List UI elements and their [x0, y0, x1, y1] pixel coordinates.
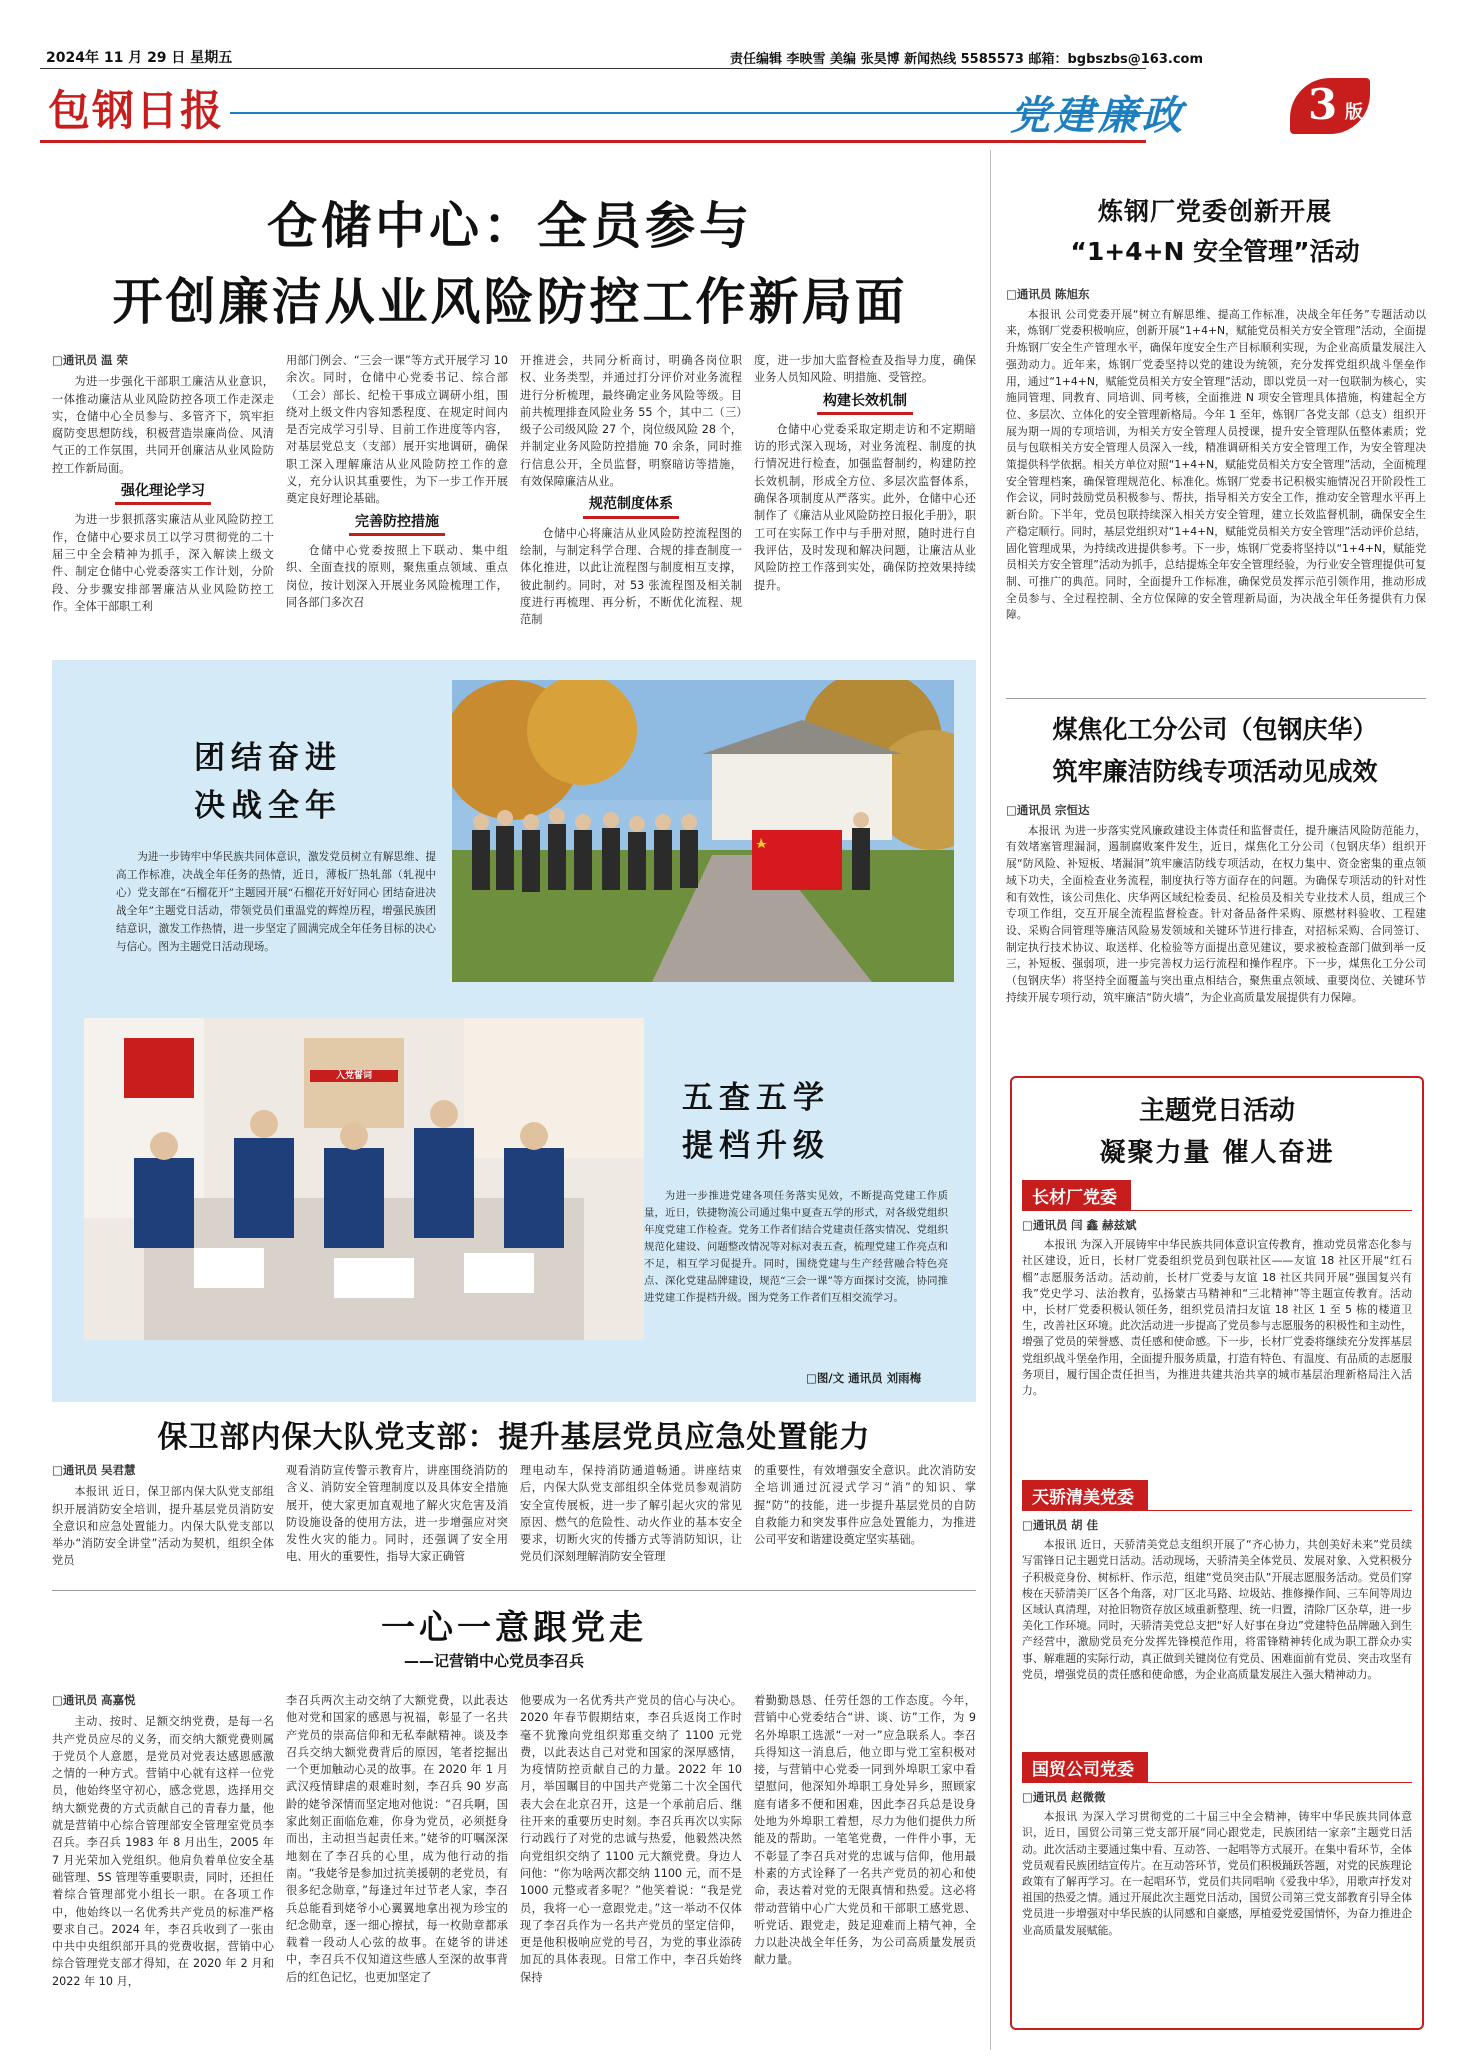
- yixin-col4: 着勤勤恳恳、任劳任怨的工作态度。今年，营销中心党委结合“讲、谈、访”工作，为 9 名外埠职工选派“一对一”应急联系人。李召兵得知这一消息后，他立即与党工室积极对接，与营销中心党委一同到外埠职工家中看望慰问，他深知外埠职工身处异乡，照顾家庭有诸多不便和困难，因此李召兵总是设身处地为外埠职工着想，尽力为他们提供力所能及的帮助。一笔笔党费，一件件小事，无不彰显了李召兵对党的忠诚与信仰，他用最朴素的方式诠释了一名共产党员的初心和使命，表达着对党的无限真情和热爱。这必将带动营销中心广大党员和干部职工感党恩、听党话、跟党走，鼓足迎难而上精气神，全力以赴决战全年任务，为公司高质量发展贡献力量。: [754, 1694, 976, 1967]
- baowei-title: 保卫部内保大队党支部：提升基层党员应急处置能力: [157, 1420, 871, 1455]
- photo-indoor-meeting: [84, 1018, 644, 1340]
- zhuti-title-line2: 凝聚力量 催人奋进: [1099, 1138, 1335, 1168]
- page-suffix: 版: [1345, 102, 1363, 123]
- yixin-title: 一心一意跟党走: [381, 1608, 647, 1648]
- zhuti-sec3-byline: 赵微微: [1071, 1790, 1106, 1804]
- baowei-divider: [52, 1590, 976, 1591]
- yixin-byline: 高嘉悦: [101, 1693, 136, 1707]
- meijiao-title-line2: 筑牢廉洁防线专项活动见成效: [1052, 757, 1378, 786]
- zhuti-sec1-byline: 闫 鑫 赫兹斌: [1071, 1218, 1137, 1232]
- lianggang-title-line2: “1+4+N 安全管理”活动: [1070, 237, 1360, 266]
- zhuti-sec2-byline: 胡 佳: [1071, 1518, 1099, 1532]
- zhuti-sec3: 国贸公司党委 □通讯员 赵微微 本报讯 为深入学习贯彻党的二十届三中全会精神，铸牢中华民族共同体意识，近日，国贸公司第三党支部开展“同心跟党走，民族团结一家亲”主题党日活动。此次活动主要通过集中看、互动答、一起唱等方式展开。在集中看环节，全体党员观看民族团结宣传片。在互动答环节，党员们积极踊跃答题，对党的民族理论政策有了解再学习。在一起唱环节，党员们共同唱响《爱我中华》，用歌声抒发对祖国的热爱之情。通过开展此次主题党日活动，国贸公司第三党支部教育引导全体党员进一步增强对中华民族的认同感和自豪感，厚植爱党爱国情怀，为奋力推进企业高质量发展赋能。: [1022, 1752, 1412, 1939]
- lianggang-divider: [1006, 698, 1426, 699]
- caption2-title-line1: 五查五学: [682, 1080, 830, 1116]
- meijiao-body: □通讯员 宗恒达 本报讯 为进一步落实党风廉政建设主体责任和监督责任，提升廉洁风险防范能力，有效堵塞管理漏洞，遏制腐败案件发生，近日，煤焦化工分公司（包钢庆华）组织开展“防风险、补短板、堵漏洞”筑牢廉洁防线专项活动，在权力集中、资金密集的重点领域下功夫，全面检查业务流程，制度执行等方面存在的问题。为确保专项活动的针对性和有效性，该公司焦化、庆华两区域纪检委员、纪检员及相关专业技术人员，组成三个专项工作组，交互开展全流程监督检查。针对备品备件采购、原燃材料验收、工程建设、采购合同管理等廉洁风险易发领域和关键环节进行排查，对招标采购、合同签订、制定执行技术协议、取送样、化检验等方面提出意见建议，要求被检查部门做到举一反三，补短板、强弱项，进一步完善权力运行流程和操作程序。下一步，煤焦化工分公司（包钢庆华）将坚持全面覆盖与突出重点相结合，聚焦重点领域、重要岗位、关键环节持续开展专项行动，筑牢廉洁“防火墙”，为企业高质量发展提供有力保障。: [1006, 803, 1426, 1004]
- lead-subhead-4: 构建长效机制: [817, 393, 913, 415]
- caption2-title-line2: 提档升级: [682, 1128, 830, 1164]
- baowei-byline: 吴君慧: [101, 1463, 136, 1477]
- lianggang-body: □通讯员 陈旭东 本报讯 公司党委开展“树立有解思维、提高工作标准，决战全年任务”专题活动以来，炼钢厂党委积极响应，创新开展“1+4+N，赋能党员相关方安全管理”活动，全面提升炼钢厂安全生产管理水平，确保年度安全生产目标顺利实现，为企业高质量发展注入强劲动力。近年来，炼钢厂党委坚持以党的建设为统领，充分发挥党组织战斗堡垒作用，通过“1+4+N，赋能党员相关方安全管理”活动，即以党员一对一包联制为核心，实施同管理、同教育、同培训、同考核，全面推进 N 项安全管理具体措施，构建起全方位、多层次、立体化的安全管理新格局。今年 1 至年，炼钢厂各党支部（总支）组织开展为期一周的专项培训，为相关方安全管理人员授课，提升安全管理队伍整体素质；党员与包联相关方安全管理人员深入一线，精准调研相关方安全管理工作，为安全管理决策提供科学依据。相关方单位对照“1+4+N，赋能党员相关方安全管理”活动，全面梳理安全管理档案，确保管理规范化、标准化。炼钢厂党委书记积极实施情况召开阶段性工作会议，同时鼓励党员积极参与、帮扶，指导相关方安全工作，推动安全管理水平再上新台阶。下半年，党员包联持续深入相关方安全管理，建立长效监督机制，确保安全生产稳定顺行。同时，基层党组织对“1+4+N，赋能党员相关方安全管理”活动评价总结，固化管理成果，为持续改进提供参考。下一步，炼钢厂党委将坚持以“1+4+N，赋能党员相关方安全管理”活动为抓手，总结提炼全年安全管理经验，为行业安全管理提供可复制、可推广的典范。同时，全面提升工作标准，确保党员发挥示范引领作用，推动形成全员参与、全过程控制、全方位保障的安全管理新局面，为决战全年任务提供有力保障。: [1006, 287, 1426, 622]
- lead-col1: □通讯员 温 荣 为进一步强化干部职工廉洁从业意识，一体推动廉洁从业风险防控各项工作走深走实，仓储中心全员参与、多管齐下，筑牢拒腐防变思想防线，积极营造崇廉尚俭、风清气正的工作氛围，共同开创廉洁从业风险防控工作新局面。 强化理论学习 为进一步狠抓落实廉洁从业风险防控工作，仓储中心要求员工以学习贯彻党的二十届三中全会精神为抓手，深入解读上级文件、制定仓储中心党委落实工作计划，分阶段、分步骤安排部署廉洁从业风险防控工作。全体干部职工利: [52, 353, 274, 613]
- header-staff: 责任编辑 李映雪 美编 张昊博 新闻热线 5585573 邮箱：bgbszbs@163.com: [730, 52, 1203, 67]
- zhuti-sec1: 长材厂党委 □通讯员 闫 鑫 赫兹斌 本报讯 为深入开展铸牢中华民族共同体意识宣传教育，推动党员常态化参与社区建设，近日，长材厂党委组织党员到包联社区——友谊 18 社区开展“红石榴”志愿服务活动。活动前，长材厂党委与友谊 18 社区共同开展“强国复兴有我”党史学习、法治教育，弘扬蒙古马精神和“三北精神”等主题宣传教育。活动中，长材厂党委积极认领任务，组织党员清扫友谊 18 社区 1 至 5 栋的楼道卫生，改善社区环境。此次活动进一步提高了党员参与志愿服务的积极性和主动性，增强了党员的荣誉感、责任感和使命感。下一步，长材厂党委将继续充分发挥基层党组织战斗堡垒作用，全面提升服务质量，打造有特色、有温度、有品质的志愿服务项目，履行国企责任担当，为推进共建共治共享的城市基层治理新格局注入活力。: [1022, 1180, 1412, 1399]
- caption1-text: 为进一步铸牢中华民族共同体意识，激发党员树立有解思维、提高工作标准，决战全年任务的热情，近日，薄板厂热轧部（轧视中心）党支部在“石榴花开”主题园开展“石榴花开好好同心 团结奋进决战全年”主题党日活动，带领党员们重温党的辉煌历程，增强民族团结意识，激发工作热情，进一步坚定了圆满完成全年任务目标的决心与信心。图为主题党日活动现场。: [116, 851, 436, 953]
- meijiao-byline: 宗恒达: [1055, 803, 1090, 817]
- lead-title-line2: 开创廉洁从业风险防控工作新局面: [112, 273, 908, 331]
- yixin-subtitle: ——记营销中心党员李召兵: [404, 1652, 585, 1670]
- lead-subhead-3: 规范制度体系: [583, 496, 679, 518]
- caption2-credit: □图/文 通讯员 刘雨梅: [806, 1371, 922, 1385]
- header-rule: [40, 68, 1146, 69]
- baowei-col3: 理电动车，保持消防通道畅通。讲座结束后，内保大队党支部组织全体党员参观消防安全宣传展板，进一步了解引起火灾的常见原因、燃气的危险性、动火作业的基本安全要求，切断火灾的传播方式等消防知识，让党员们深刻理解消防安全管理: [520, 1464, 742, 1564]
- photo-banner-text: 入党誓词: [335, 1071, 372, 1081]
- zhuti-sec1-tag: 长材厂党委: [1022, 1180, 1131, 1211]
- paper-logo: 包钢日报: [48, 86, 225, 135]
- zhuti-sec3-tag: 国贸公司党委: [1022, 1752, 1148, 1783]
- lead-col4: 度，进一步加大监督检查及指导力度，确保业务人员知风险、明措施、受管控。 构建长效机制 仓储中心党委采取定期走访和不定期暗访的形式深入现场，对业务流程、制度的执行情况进行检查，加强监督制约，构建防控长效机制，形成全方位、多层次监督体系，确保各项制度从严落实。此外，仓储中心还制作了《廉洁从业风险防控日报化手册》，职工可在实际工作中与手册对照，随时进行自我评估，及时发现和解决问题，让廉洁从业风险防控工作落到实处，确保防控效果持续提升。: [754, 354, 976, 592]
- baowei-col2: 观看消防宣传警示教育片，讲座围绕消防的含义、消防安全管理制度以及具体安全措施展开，使大家更加直观地了解火灾危害及消防设施设备的使用方法，进一步增强应对突发性火灾的能力。同时，还强调了安全用电、用火的重要性，指导大家正确管: [286, 1464, 508, 1564]
- zhuti-sec2-tag: 天骄清美党委: [1022, 1480, 1148, 1511]
- column-separator: [990, 150, 991, 2050]
- header-red-rule: [40, 140, 1146, 143]
- meijiao-title-line1: 煤焦化工分公司（包钢庆华）: [1052, 715, 1378, 744]
- lead-byline: 温 荣: [101, 353, 129, 367]
- section-title: 党建廉政: [1010, 93, 1186, 139]
- caption1-title-line2: 决战全年: [194, 788, 342, 824]
- lead-subhead-2: 完善防控措施: [349, 514, 445, 536]
- baowei-col4: 的重要性，有效增强安全意识。此次消防安全培训通过沉浸式学习“消”的知识、掌握“防”的技能，进一步提升基层党员的自防自救能力和突发事件应急处置能力，为推进公司平安和谐建设奠定坚实基础。: [754, 1464, 976, 1547]
- caption1-title-line1: 团结奋进: [194, 740, 342, 776]
- yixin-col1: □通讯员 高嘉悦 主动、按时、足额交纳党费，是每一名共产党员应尽的义务，而交纳大额党费则属于党员个人意愿，是党员对党表达感恩感激之情的一种方式。营销中心就有这样一位党员，他始终坚守初心，感念党恩，选择用交纳大额党费的方式贡献自己的青春力量，他就是营销中心综合管理部安全管理室党员李召兵。李召兵 1983 年 8 月出生，2005 年 7 月光荣加入党组织。他肩负着单位安全基础管理、5S 管理等重要职责，同时，还担任着综合管理部党小组长一职。在各项工作中，他始终以一名优秀共产党员的标准严格要求自己。2024 年，李召兵收到了一张由中共中央组织部开具的党费收据，营销中心综合管理党支部才得知，在 2020 年 2 月和 2022 年 10 月，: [52, 1693, 274, 1988]
- photo-outdoor-group: [452, 680, 954, 982]
- lead-title-line1: 仓储中心：全员参与: [267, 197, 753, 255]
- zhuti-sec2: 天骄清美党委 □通讯员 胡 佳 本报讯 近日，天骄清美党总支组织开展了“齐心协力，共创美好未来”党员续写雷锋日记主题党日活动。活动现场，天骄清美全体党员、发展对象、入党积极分子积极竞身份、树标杆、作示范，组建“党员突击队”开展志愿服务活动。党员们穿梭在天骄清美厂区各个角落，对厂区北马路、垃圾站、推修操作间、三车间等周边区域认真清理，对抢旧物资存放区域重新整理、统一归置，清除厂区杂草，进一步美化工作环境。同时，天骄清美党总支把“好人好事在身边”党建特色品牌融入到生产经营中，激励党员充分发挥先锋模范作用，将雷锋精神转化成为职工群众办实事、解难题的实际行动，真正做到关键岗位有党员、困难面前有党员、突击攻坚有党员，增强党员的责任感和使命感，为企业高质量发展注入强大精神动力。: [1022, 1480, 1412, 1683]
- page-number: 3: [1308, 80, 1338, 129]
- yixin-col3: 他要成为一名优秀共产党员的信心与决心。2020 年春节假期结束，李召兵返岗工作时毫不犹豫向党组织郑重交纳了 1100 元党费，以此表达自己对党和国家的深厚感情，为疫情防控贡献自己的力量。2022 年 10 月，举国瞩目的中国共产党第二十次全国代表大会在北京召开，这是一个承前启后、继往开来的重要历史时刻。李召兵再次以实际行动践行了对党的忠诚与热爱，他毅然决然向党组织交纳了 1100 元大额党费。身边人问他：“你为啥两次都交纳 1100 元，而不是 1000 元整或者多呢？”他笑着说：“我是党员，我将一心一意跟党走。”这一举动不仅体现了李召兵作为一名共产党员的坚定信仰，更是他积极响应党的号召，为党的事业添砖加瓦的具体表现。日常工作中，李召兵始终保持: [520, 1694, 742, 1984]
- zhuti-title-line1: 主题党日活动: [1138, 1096, 1295, 1126]
- lianggang-byline: 陈旭东: [1055, 287, 1090, 301]
- caption2-text: 为进一步推进党建各项任务落实见效，不断提高党建工作质量，近日，铁捷物流公司通过集中夏查五学的形式，对各级党组织年度党建工作检查。党务工作者们结合党建责任落实情况、党组织规范化建设、问题整改情况等对标对表五查，梳理党建工作亮点和不足，相互学习促提升。同时，围绕党建与生产经营融合特色亮点、深化党建品牌建设，规范“三会一课”等方面探讨交流，协同推进党建工作提档升级。图为党务工作者们互相交流学习。: [644, 1190, 948, 1304]
- lianggang-title-line1: 炼钢厂党委创新开展: [1097, 197, 1332, 226]
- header-date: 2024年 11 月 29 日 星期五: [46, 50, 233, 66]
- lead-subhead-1: 强化理论学习: [115, 483, 211, 505]
- yixin-col2: 李召兵两次主动交纳了大额党费，以此表达他对党和国家的感恩与祝福，彰显了一名共产党员的崇高信仰和无私奉献精神。谈及李召兵交纳大额党费背后的原因，笔者挖掘出一个更加触动心灵的故事。在 2020 年 1 月武汉疫情肆虐的艰难时刻，李召兵 90 岁高龄的姥爷深情而坚定地对他说：“召兵啊，国家此刻正面临危难，你身为党员，必须挺身而出，主动担当起责任来。”姥爷的叮嘱深深地刻在了李召兵的心里，成为他行动的指南。“我姥爷是参加过抗美援朝的老党员，有很多纪念勋章，”每逢过年过节老人家，李召兵总能看到姥爷小心翼翼地拿出视为珍宝的纪念勋章，逐一细心擦拭，每一枚勋章都承载着一段动人心弦的故事。在姥爷的讲述中，李召兵不仅知道这些感人至深的故事背后的红色记忆，也更加坚定了: [286, 1694, 508, 1984]
- baowei-col1: □通讯员 吴君慧 本报讯 近日，保卫部内保大队党支部组织开展消防安全培训，提升基层党员消防安全意识和应急处置能力。内保大队党支部以举办“消防安全讲堂”活动为契机，组织全体党员: [52, 1463, 274, 1568]
- lead-col2: 用部门例会、“三会一课”等方式开展学习 10 余次。同时，仓储中心党委书记、综合部（工会）部长、纪检干事成立调研小组，围绕对上级文件内容知悉程度、在规定时间内是否完成学习引导、目前工作进度等内容，对基层党总支（支部）展开实地调研，确保职工深入理解廉洁从业风险防控工作的意义，充分认识其重要性，为下一步工作开展奠定良好理论基础。 完善防控措施 仓储中心党委按照上下联动、集中组织、全面查找的原则，聚焦重点领域、重点岗位，按计划深入开展业务风险梳理工作，同各部门多次召: [286, 354, 508, 609]
- lead-col3: 开推进会，共同分析商讨，明确各岗位职权、业务类型，并通过打分评价对业务流程进行分析梳理，最终确定业务风险等级。目前共梳理排查风险业务 55 个，其中二（三）级子公司级风险 27 个，岗位级风险 28 个，并制定业务风险防控措施 70 余条，同时推行信息公开，全员监督，明察暗访等措施，有效保障廉洁从业。 规范制度体系 仓储中心将廉洁从业风险防控流程图的绘制，与制定科学合理、合规的排查制度一体化推进，以此让流程图与制度相互支撑，彼此制约。同时，对 53 张流程图及相关制度进行再梳理、再分析，不断优化流程、规范制: [520, 354, 742, 627]
